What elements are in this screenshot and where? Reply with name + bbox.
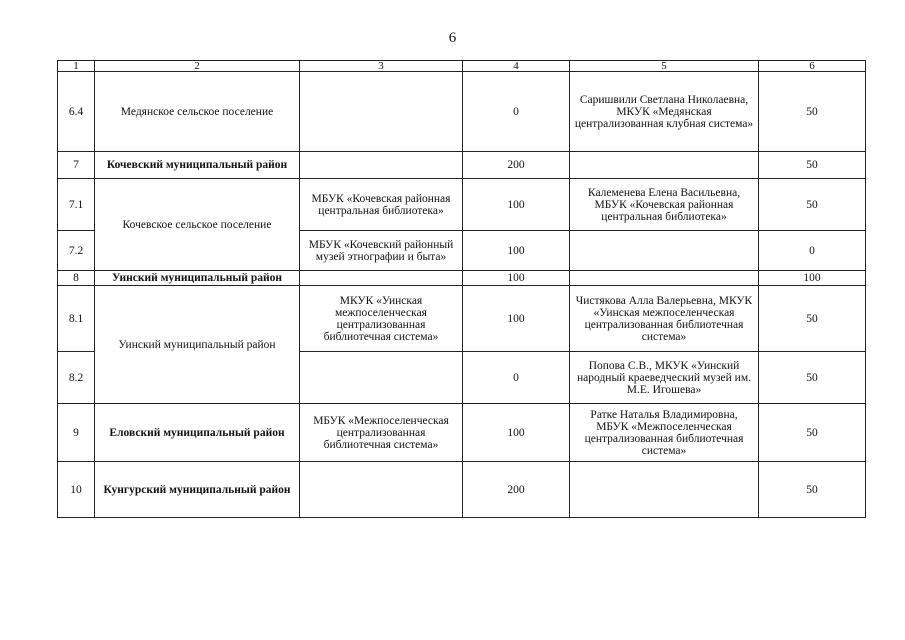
value-cell: 50 xyxy=(759,462,866,518)
value-cell: 100 xyxy=(463,404,570,462)
header-cell: 1 xyxy=(58,61,95,72)
value-cell: 100 xyxy=(463,286,570,352)
district-name: Уинский муниципальный район xyxy=(95,271,300,286)
value-cell: 0 xyxy=(759,231,866,271)
table-row xyxy=(58,462,866,518)
header-cell: 2 xyxy=(95,61,300,72)
institution-cell: МБУК «Кочевский районный музей этнографии и быта» xyxy=(300,231,463,271)
institution-cell: МКУК «Уинская межпоселенческая централизованная библиотечная система» xyxy=(300,286,463,352)
person-cell xyxy=(570,152,759,179)
header-cell: 6 xyxy=(759,61,866,72)
value-cell: 50 xyxy=(759,179,866,231)
municipality-cell: Медянское сельское поселение xyxy=(95,72,300,152)
data-table xyxy=(57,60,866,518)
institution-cell xyxy=(300,352,463,404)
value-cell: 200 xyxy=(463,152,570,179)
value-cell: 0 xyxy=(463,72,570,152)
district-name: Кунгурский муниципальный район xyxy=(95,462,300,518)
institution-cell xyxy=(300,462,463,518)
value-cell: 100 xyxy=(463,231,570,271)
row-number: 8.2 xyxy=(58,352,95,404)
district-name: Еловский муниципальный район xyxy=(95,404,300,462)
person-cell xyxy=(570,271,759,286)
row-number: 9 xyxy=(58,404,95,462)
municipality-cell: Кочевское сельское поселение xyxy=(95,179,300,271)
header-row xyxy=(58,61,866,72)
person-cell xyxy=(570,462,759,518)
table-row xyxy=(58,152,866,179)
value-cell: 100 xyxy=(463,271,570,286)
value-cell: 0 xyxy=(463,352,570,404)
row-number: 7.1 xyxy=(58,179,95,231)
row-number: 10 xyxy=(58,462,95,518)
municipality-cell: Уинский муниципальный район xyxy=(95,286,300,404)
row-number: 7 xyxy=(58,152,95,179)
value-cell: 200 xyxy=(463,462,570,518)
table-row xyxy=(58,286,866,352)
value-cell: 50 xyxy=(759,404,866,462)
person-cell: Попова С.В., МКУК «Уинский народный краеведческий музей им. М.Е. Игошева» xyxy=(570,352,759,404)
row-number: 8 xyxy=(58,271,95,286)
value-cell: 50 xyxy=(759,152,866,179)
institution-cell xyxy=(300,271,463,286)
person-cell xyxy=(570,231,759,271)
institution-cell: МБУК «Межпоселенческая централизованная библиотечная система» xyxy=(300,404,463,462)
row-number: 7.2 xyxy=(58,231,95,271)
value-cell: 100 xyxy=(463,179,570,231)
person-cell: Ратке Наталья Владимировна, МБУК «Межпоселенческая централизованная библиотечная система» xyxy=(570,404,759,462)
institution-cell xyxy=(300,152,463,179)
page-number: 6 xyxy=(448,30,457,46)
institution-cell: МБУК «Кочевская районная центральная библиотека» xyxy=(300,179,463,231)
institution-cell xyxy=(300,72,463,152)
header-cell: 3 xyxy=(300,61,463,72)
table-row xyxy=(58,404,866,462)
value-cell: 50 xyxy=(759,352,866,404)
header-cell: 4 xyxy=(463,61,570,72)
header-cell: 5 xyxy=(570,61,759,72)
value-cell: 50 xyxy=(759,286,866,352)
person-cell: Калеменева Елена Васильевна, МБУК «Кочевская районная центральная библиотека» xyxy=(570,179,759,231)
person-cell: Саришвили Светлана Николаевна, МКУК «Медянская централизованная клубная система» xyxy=(570,72,759,152)
table-row xyxy=(58,271,866,286)
district-name: Кочевский муниципальный район xyxy=(95,152,300,179)
person-cell: Чистякова Алла Валерьевна, МКУК «Уинская межпоселенческая централизованная библиотечная система» xyxy=(570,286,759,352)
table-row xyxy=(58,179,866,231)
table-row xyxy=(58,72,866,152)
row-number: 8.1 xyxy=(58,286,95,352)
value-cell: 100 xyxy=(759,271,866,286)
row-number: 6.4 xyxy=(58,72,95,152)
value-cell: 50 xyxy=(759,72,866,152)
